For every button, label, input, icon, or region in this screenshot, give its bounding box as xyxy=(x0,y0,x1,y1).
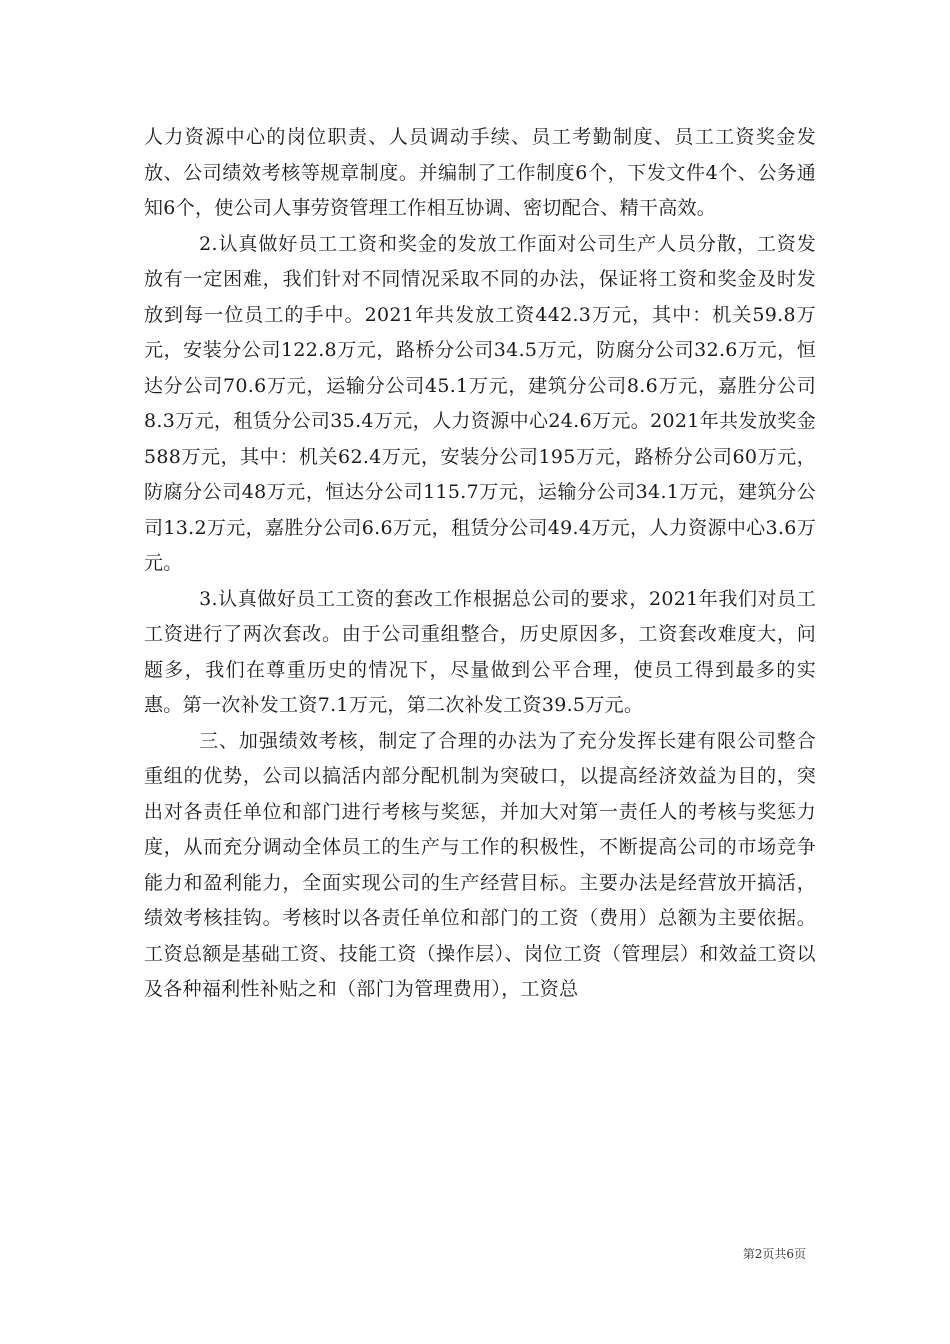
paragraph-1: 人力资源中心的岗位职责、人员调动手续、员工考勤制度、员工工资奖金发放、公司绩效考核等规章制度。并编制了工作制度6个，下发文件4个、公务通知6个，使公司人事劳资管理工作相互协调、密切配合、精干高效。 xyxy=(144,126,816,219)
page-number: 第2页共6页 xyxy=(742,1247,806,1261)
paragraph-2: 2.认真做好员工工资和奖金的发放工作面对公司生产人员分散，工资发放有一定困难，我们针对不同情况采取不同的办法，保证将工资和奖金及时发放到每一位员工的手中。2021年共发放工资442.3万元，其中：机关59.8万元，安装分公司122.8万元，路桥分公司34.5万元，防腐分公司32.6万元，恒达分公司70.6万元，运输分公司45.1万元，建筑分公司8.6万元，嘉胜分公司8.3万元，租赁分公司35.4万元，人力资源中心24.6万元。2021年共发放奖金588万元，其中：机关62.4万元，安装分公司195万元，路桥分公司60万元，防腐分公司48万元，恒达分公司115.7万元，运输分公司34.1万元，建筑分公司13.2万元，嘉胜分公司6.6万元，租赁分公司49.4万元，人力资源中心3.6万元。 xyxy=(144,232,816,574)
document-body xyxy=(144,120,816,1008)
paragraph-3: 3.认真做好员工工资的套改工作根据总公司的要求，2021年我们对员工工资进行了两次套改。由于公司重组整合，历史原因多，工资套改难度大，问题多，我们在尊重历史的情况下，尽量做到公平合理，使员工得到最多的实惠。第一次补发工资7.1万元，第二次补发工资39.5万元。 xyxy=(144,587,816,716)
paragraph-4: 三、加强绩效考核，制定了合理的办法为了充分发挥长建有限公司整合重组的优势，公司以搞活内部分配机制为突破口，以提高经济效益为目的，突出对各责任单位和部门进行考核与奖惩，并加大对第一责任人的考核与奖惩力度，从而充分调动全体员工的生产与工作的积极性，不断提高公司的市场竞争能力和盈利能力，全面实现公司的生产经营目标。主要办法是经营放开搞活，绩效考核挂钩。考核时以各责任单位和部门的工资（费用）总额为主要依据。工资总额是基础工资、技能工资（操作层）、岗位工资（管理层）和效益工资以及各种福利性补贴之和（部门为管理费用），工资总 xyxy=(144,729,816,1000)
